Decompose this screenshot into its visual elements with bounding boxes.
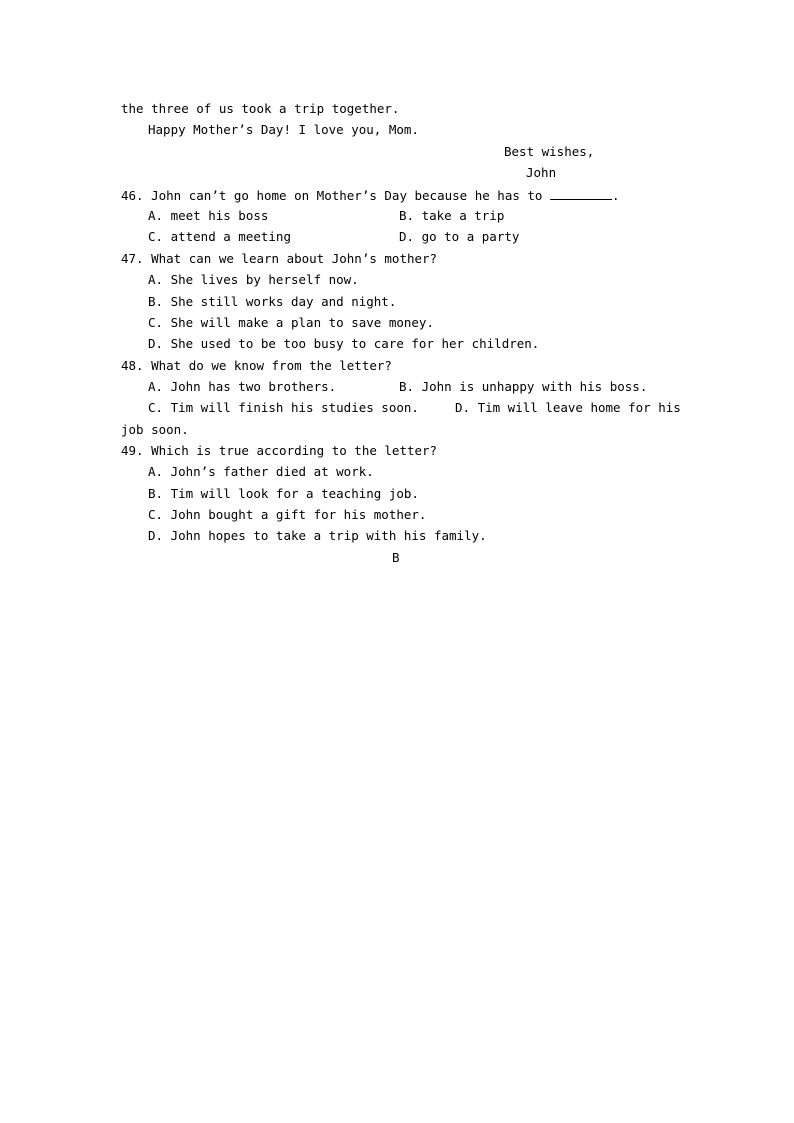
question-text: What can we learn about John’s mother? [151, 251, 438, 266]
letter-greeting: Happy Mother’s Day! I love you, Mom. [148, 122, 419, 137]
question-stem [121, 358, 392, 374]
question-number: 47. [121, 251, 144, 266]
option-b: B. She still works day and night. [148, 294, 397, 309]
option-c: C. attend a meeting [148, 229, 291, 244]
option-c: C. She will make a plan to save money. [148, 315, 434, 330]
option-d: D. John hopes to take a trip with his family. [148, 528, 487, 543]
question-stem [121, 443, 437, 459]
question-stem [121, 187, 620, 204]
question-number: 49. [121, 443, 144, 458]
question-number: 48. [121, 358, 144, 373]
option-d: D. go to a party [399, 229, 520, 244]
option-a: A. She lives by herself now. [148, 272, 359, 287]
question-text: John can’t go home on Mother’s Day because he has to [151, 188, 550, 203]
option-b: B. John is unhappy with his boss. [399, 379, 648, 394]
section-label: B [392, 550, 400, 565]
option-a: A. meet his boss [148, 208, 269, 223]
question-text: Which is true according to the letter? [151, 443, 438, 458]
option-a: A. John’s father died at work. [148, 464, 374, 479]
option-c: C. John bought a gift for his mother. [148, 507, 427, 522]
option-d: D. She used to be too busy to care for her children. [148, 336, 540, 351]
option-a: A. John has two brothers. [148, 379, 337, 394]
letter-line: the three of us took a trip together. [121, 101, 400, 116]
question-text-end: . [611, 188, 620, 203]
option-d-wrap: job soon. [121, 422, 189, 437]
answer-blank [550, 187, 612, 200]
option-c: C. Tim will finish his studies soon. [148, 400, 419, 415]
letter-signature: John [526, 165, 557, 180]
question-number: 46. [121, 188, 144, 203]
option-d: D. Tim will leave home for his [455, 400, 681, 415]
letter-closing: Best wishes, [504, 144, 595, 159]
question-text: What do we know from the letter? [151, 358, 392, 373]
option-b: B. Tim will look for a teaching job. [148, 486, 419, 501]
option-b: B. take a trip [399, 208, 505, 223]
question-stem [121, 251, 437, 267]
